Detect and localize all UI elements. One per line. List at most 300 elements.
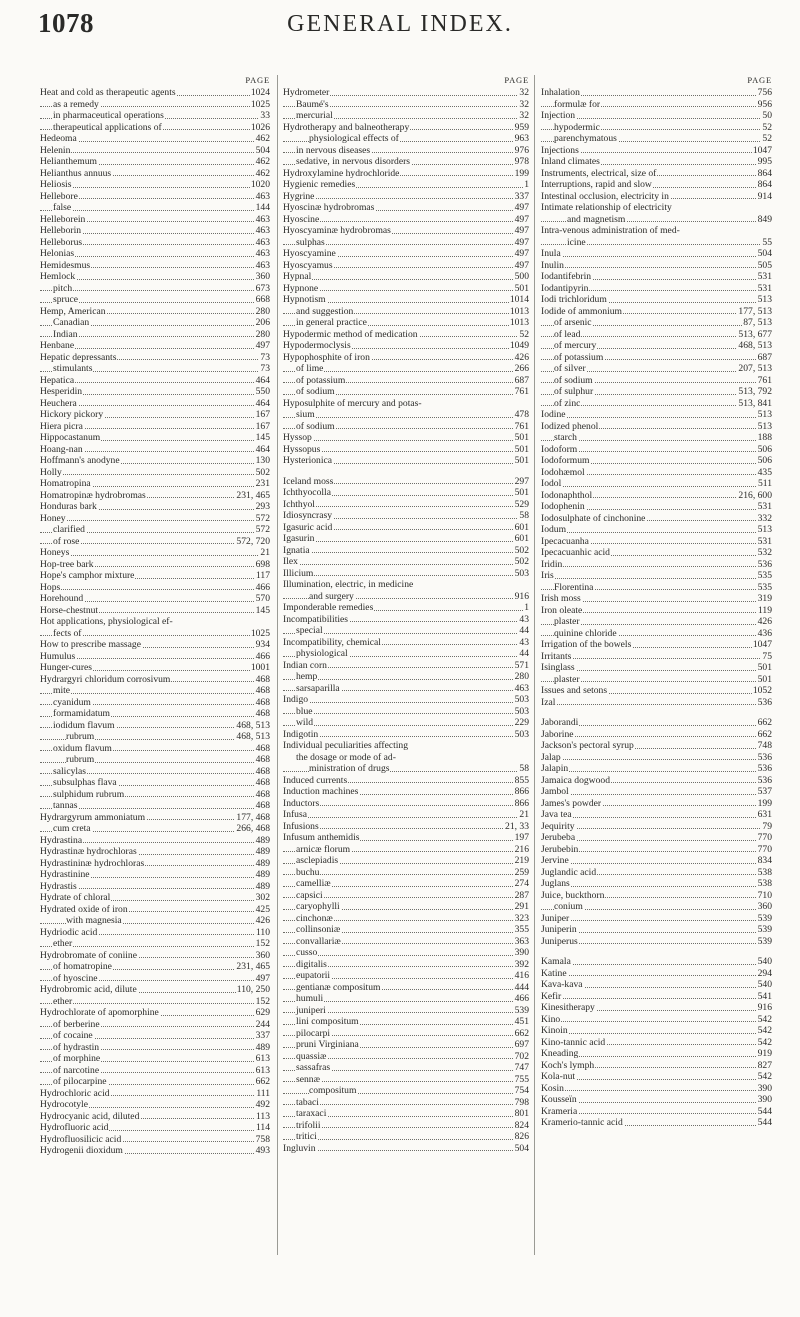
index-term: Ignatia — [283, 544, 310, 556]
page-reference: 978 — [514, 156, 529, 167]
page-reference: 540 — [757, 979, 772, 990]
page-reference: 710 — [757, 889, 772, 901]
index-entry — [283, 545, 529, 557]
index-entry — [40, 605, 270, 617]
index-entry — [541, 432, 772, 444]
page-reference: 332 — [757, 512, 772, 524]
index-term: Hydroxylamine hydrochloride — [283, 167, 400, 179]
page-reference: 631 — [757, 809, 772, 820]
index-entry — [541, 639, 772, 651]
page-reference: 489 — [255, 880, 270, 892]
index-entry — [40, 892, 270, 904]
index-term: Helianthemum — [40, 156, 98, 167]
index-term: of morphine — [53, 1053, 101, 1064]
index-term: of mercury — [554, 340, 597, 351]
index-entry — [541, 651, 772, 663]
page-reference: 111 — [256, 1087, 270, 1099]
page-reference: 392 — [514, 958, 529, 970]
index-entry — [283, 432, 529, 444]
dot-leader — [283, 955, 529, 956]
index-entry — [283, 87, 529, 99]
page-reference: 355 — [514, 924, 529, 935]
index-term: Jequirity — [541, 820, 575, 832]
index-term: Iodum — [541, 524, 567, 535]
page-reference: 502 — [514, 556, 529, 567]
index-entry — [541, 237, 772, 249]
page-reference: 117 — [255, 570, 270, 581]
page-reference: 1024 — [250, 87, 270, 98]
index-term: Iodine — [541, 409, 566, 420]
page-reference: 572, 720 — [236, 535, 270, 547]
index-entry — [40, 915, 270, 927]
page-reference: 539 — [757, 912, 772, 924]
index-term: Irrigation of the bowels — [541, 639, 632, 650]
index-term: ether — [53, 995, 73, 1007]
page-reference: 976 — [514, 144, 529, 156]
column-page-header: PAGE — [747, 75, 772, 85]
index-entry — [40, 697, 270, 709]
index-term: in pharmaceutical operations — [53, 110, 164, 121]
index-entry — [283, 740, 529, 752]
index-entry — [283, 706, 529, 718]
page-reference: 537 — [757, 786, 772, 797]
index-term: Iodonaphthol — [541, 489, 593, 501]
page-reference: 497 — [514, 236, 529, 248]
page-reference: 55 — [762, 236, 772, 248]
index-entry — [40, 490, 270, 502]
index-entry — [40, 1122, 270, 1134]
index-entry — [40, 1030, 270, 1042]
dot-leader — [541, 704, 772, 705]
page-reference: 501 — [514, 432, 529, 443]
index-term: and surgery — [309, 590, 354, 602]
index-term: wild — [296, 717, 314, 728]
index-term: gentianæ compositum — [296, 981, 381, 993]
index-term: Hop-tree bark — [40, 558, 94, 570]
index-term: Juniperin — [541, 924, 577, 935]
page-reference: 293 — [255, 501, 270, 512]
page-reference: 1025 — [250, 627, 270, 639]
page-reference: 539 — [757, 924, 772, 935]
page-reference: 497 — [514, 259, 529, 271]
dot-leader — [40, 555, 270, 556]
index-entry — [40, 800, 270, 812]
index-entry — [40, 432, 270, 444]
index-entry — [40, 812, 270, 824]
page-reference: 914 — [757, 190, 772, 202]
index-entry — [541, 616, 772, 628]
page-reference: 747 — [514, 1062, 529, 1073]
index-term: Hypodermoclysis — [283, 340, 351, 351]
page-reference: 199 — [514, 167, 529, 179]
dot-leader — [40, 152, 270, 153]
page-reference: 801 — [514, 1108, 529, 1119]
index-entry — [541, 685, 772, 697]
page-reference: 489 — [255, 869, 270, 880]
index-entry — [541, 398, 772, 410]
index-term: stimulants — [53, 363, 93, 374]
page-reference: 489 — [255, 1041, 270, 1053]
index-entry — [40, 927, 270, 939]
page-reference: 500 — [514, 271, 529, 282]
index-term: of sodium — [296, 386, 335, 397]
page-reference: 919 — [757, 1048, 772, 1059]
page-reference: 503 — [514, 728, 529, 740]
page-reference: 544 — [757, 1105, 772, 1117]
index-term: Hops — [40, 581, 61, 593]
index-term: Helleborus — [40, 236, 83, 248]
page-reference: 542 — [757, 1013, 772, 1025]
dot-leader — [541, 920, 772, 921]
index-entry — [541, 752, 772, 764]
index-term: Jaborine — [541, 728, 574, 740]
index-entry — [283, 901, 529, 913]
index-entry — [283, 556, 529, 568]
index-term: Honeys — [40, 547, 70, 558]
index-term: Hydrobromate of coniine — [40, 949, 137, 961]
page-reference: 866 — [514, 797, 529, 809]
page-reference: 216 — [514, 843, 529, 855]
page-reference: 32 — [519, 98, 529, 110]
index-term: Intestinal occlusion, electricity in — [541, 190, 669, 202]
index-term: Hemp, American — [40, 305, 106, 317]
dot-leader — [40, 946, 270, 947]
page-reference: 167 — [255, 409, 270, 420]
page-reference: 21, 33 — [505, 820, 529, 832]
page-reference: 698 — [255, 558, 270, 570]
page-reference: 761 — [514, 420, 529, 432]
page-reference: 834 — [757, 855, 772, 866]
index-term: sium — [296, 409, 315, 420]
index-entry — [40, 720, 270, 732]
index-entry — [541, 913, 772, 925]
index-term: Honduras bark — [40, 501, 97, 512]
index-entry — [541, 979, 772, 991]
index-entry — [40, 467, 270, 479]
index-entry — [541, 260, 772, 272]
index-term: Kefir — [541, 990, 562, 1002]
index-entry — [40, 674, 270, 686]
page-reference: 32 — [519, 110, 529, 121]
index-entry — [283, 1039, 529, 1051]
page-reference: 32 — [519, 87, 529, 98]
index-term: and magnetism — [567, 213, 626, 225]
dot-leader — [283, 1150, 529, 1151]
index-term: mite — [53, 685, 71, 696]
index-entry — [283, 625, 529, 637]
index-term: blue — [296, 705, 313, 717]
page-reference: 219 — [514, 855, 529, 866]
index-term: Kramerio-tannic acid — [541, 1117, 623, 1128]
page-reference: 259 — [514, 866, 529, 878]
page-reference: 493 — [255, 1145, 270, 1156]
index-entry — [40, 651, 270, 663]
page-reference: 535 — [757, 570, 772, 581]
index-entry — [541, 628, 772, 640]
index-term: Hydrotherapy and balneotherapy — [283, 121, 410, 133]
index-term: Interruptions, rapid and slow — [541, 179, 652, 190]
index-term: of potassium — [554, 351, 604, 363]
index-entry — [40, 225, 270, 237]
index-term: cusso — [296, 947, 318, 958]
index-term: cyanidum — [53, 696, 91, 708]
index-term: physiological — [296, 648, 348, 659]
index-entry — [541, 855, 772, 867]
page-reference: 798 — [514, 1096, 529, 1108]
page-reference: 855 — [514, 774, 529, 786]
index-term: and suggestion — [296, 305, 354, 317]
index-term: of zinc — [554, 397, 581, 409]
page-reference: 492 — [255, 1099, 270, 1110]
index-term: Hoffmann's anodyne — [40, 455, 120, 466]
dot-leader — [40, 474, 270, 475]
index-term: Hyoscyamus — [283, 259, 333, 271]
index-entry — [40, 938, 270, 950]
page-reference: 229 — [514, 717, 529, 728]
index-entry — [541, 1048, 772, 1060]
index-entry — [40, 1076, 270, 1088]
page-reference: 916 — [757, 1002, 772, 1013]
page-reference: 426 — [255, 915, 270, 926]
index-term: Heuchera — [40, 397, 77, 409]
index-entry — [541, 110, 772, 122]
index-entry — [541, 809, 772, 821]
page-reference: 425 — [255, 903, 270, 915]
index-entry — [283, 168, 529, 180]
index-entry — [283, 763, 529, 775]
page-reference: 864 — [757, 167, 772, 179]
page-reference: 601 — [514, 521, 529, 533]
page-reference: 497 — [514, 225, 529, 236]
index-entry — [283, 1108, 529, 1120]
index-term: of silver — [554, 363, 586, 374]
index-term: of sulphur — [554, 386, 594, 397]
index-term: of arsenic — [554, 317, 592, 328]
dot-leader — [541, 736, 772, 737]
index-term: sulphas — [296, 236, 325, 248]
index-term: Hyposulphite of mercury and potas- — [283, 397, 422, 409]
index-entry — [40, 754, 270, 766]
index-entry — [283, 913, 529, 925]
index-term: false — [53, 202, 72, 213]
index-entry — [283, 947, 529, 959]
index-entry — [541, 386, 772, 398]
index-entry — [283, 99, 529, 111]
page-reference: 504 — [514, 1142, 529, 1154]
page-reference: 824 — [514, 1119, 529, 1131]
index-term: Illicium — [283, 567, 314, 579]
page-reference: 531 — [757, 271, 772, 282]
index-term: digitalis — [296, 958, 327, 970]
index-term: salicylas — [53, 765, 87, 777]
index-term: Homatropinæ hydrobromas — [40, 489, 146, 501]
page-reference: 58 — [519, 763, 529, 774]
index-entry — [40, 122, 270, 134]
page-reference: 1047 — [752, 639, 772, 650]
index-term: Hydrate of chloral — [40, 892, 111, 903]
index-entry — [283, 717, 529, 729]
page-reference: 144 — [255, 202, 270, 213]
page-reference: 866 — [514, 786, 529, 797]
index-entry — [541, 306, 772, 318]
index-entry — [541, 1071, 772, 1083]
dot-leader — [541, 794, 772, 795]
index-entry — [541, 271, 772, 283]
page-reference: 416 — [514, 970, 529, 981]
index-entry — [283, 283, 529, 295]
index-entry — [541, 717, 772, 729]
page-reference: 550 — [255, 386, 270, 397]
page-reference: 463 — [255, 259, 270, 271]
index-entry — [541, 363, 772, 375]
index-entry — [283, 271, 529, 283]
index-term: Iodosulphate of cinchonine — [541, 512, 646, 524]
index-term: Imponderable remedies — [283, 602, 374, 613]
index-term: Induction machines — [283, 786, 359, 797]
index-term: of narcotine — [53, 1064, 100, 1076]
page-reference: 1047 — [752, 144, 772, 156]
index-term: Kinesitherapy — [541, 1002, 595, 1013]
index-entry — [541, 832, 772, 844]
dot-leader — [283, 279, 529, 280]
index-entry — [283, 1016, 529, 1028]
page-reference: 463 — [255, 190, 270, 202]
page-reference: 502 — [514, 544, 529, 556]
index-entry — [541, 179, 772, 191]
index-term: Inula — [541, 248, 561, 259]
dot-leader — [541, 975, 772, 976]
page-reference: 963 — [514, 133, 529, 144]
index-term: Hydrofluosilicic acid — [40, 1133, 122, 1145]
running-head: GENERAL INDEX. — [287, 11, 513, 37]
index-entry — [40, 1042, 270, 1054]
index-term: Jalapin — [541, 763, 569, 774]
index-entry — [283, 775, 529, 787]
index-entry — [541, 1094, 772, 1106]
page-reference: 462 — [255, 167, 270, 179]
page-reference: 119 — [757, 604, 772, 616]
index-term: Hydrastinine — [40, 869, 90, 880]
index-entry — [40, 639, 270, 651]
index-entry — [283, 855, 529, 867]
page-reference: 513, 677 — [738, 328, 772, 340]
index-term: Isinglass — [541, 662, 575, 673]
page-reference: 110 — [255, 926, 270, 938]
index-entry — [283, 202, 529, 214]
index-entry — [541, 740, 772, 752]
index-term: Holly — [40, 466, 62, 478]
page-reference: 113 — [255, 1110, 270, 1122]
index-entry — [40, 1088, 270, 1100]
page-reference: 761 — [757, 374, 772, 386]
index-entry — [541, 844, 772, 856]
index-term: Hypnone — [283, 282, 319, 294]
page-reference: 916 — [514, 590, 529, 602]
index-term: cum creta — [53, 823, 91, 834]
index-entry — [283, 329, 529, 341]
page-reference: 539 — [514, 1004, 529, 1016]
page-reference: 504 — [757, 248, 772, 259]
page-reference: 468, 513 — [738, 340, 772, 351]
index-term: Individual peculiarities affecting — [283, 740, 409, 751]
index-entry — [541, 878, 772, 890]
index-entry — [541, 501, 772, 513]
index-term: Ichthyocolla — [283, 487, 331, 498]
index-term: Hydrocyanic acid, diluted — [40, 1110, 140, 1122]
index-term: spruce — [53, 294, 79, 305]
page-reference: 360 — [757, 901, 772, 912]
index-entry — [40, 616, 270, 628]
page-reference: 280 — [255, 328, 270, 340]
index-entry — [283, 809, 529, 821]
page-reference: 1052 — [752, 685, 772, 696]
index-entry — [40, 179, 270, 191]
index-entry — [283, 306, 529, 318]
dot-leader — [283, 440, 529, 441]
page-reference: 152 — [255, 938, 270, 949]
index-term: Kava-kava — [541, 979, 583, 990]
dot-leader — [283, 290, 529, 291]
index-term: Hydrochloric acid — [40, 1087, 110, 1099]
index-entry — [40, 823, 270, 835]
index-term: of lead — [554, 328, 581, 340]
index-entry — [541, 375, 772, 387]
page-reference: 451 — [514, 1016, 529, 1027]
index-term: quassiæ — [296, 1050, 327, 1062]
index-entry — [283, 752, 529, 764]
index-entry — [541, 763, 772, 775]
index-entry — [283, 179, 529, 191]
index-term: Ipecacuanha — [541, 535, 589, 547]
index-term: Idiosyncrasy — [283, 510, 333, 521]
index-entry — [541, 99, 772, 111]
index-entry — [283, 683, 529, 695]
page-reference: 503 — [514, 694, 529, 705]
page-reference: 468 — [255, 754, 270, 765]
index-entry — [283, 694, 529, 706]
index-entry — [541, 1117, 772, 1129]
index-term: in nervous diseases — [296, 144, 371, 156]
index-term: sulphidum rubrum — [53, 788, 125, 800]
page-reference: 231, 465 — [236, 961, 270, 972]
page-reference: 662 — [757, 717, 772, 728]
dot-leader — [283, 1139, 529, 1140]
index-term: cinchonæ — [296, 912, 333, 924]
dot-leader — [541, 486, 772, 487]
page-reference: 390 — [757, 1082, 772, 1094]
dot-leader — [40, 693, 270, 694]
index-term: Hydrofluoric acid — [40, 1122, 109, 1133]
index-entry — [40, 237, 270, 249]
index-entry — [283, 340, 529, 352]
index-entry — [40, 582, 270, 594]
index-entry — [283, 476, 529, 488]
page-reference: 463 — [255, 225, 270, 236]
page-reference: 435 — [757, 466, 772, 478]
index-term: Heliosis — [40, 179, 72, 190]
page-reference: 468 — [255, 777, 270, 788]
page-reference: 529 — [514, 498, 529, 510]
page-reference: 50 — [762, 110, 772, 121]
index-entry — [541, 867, 772, 879]
index-term: Infusions — [283, 820, 319, 832]
index-entry — [40, 133, 270, 145]
index-entry — [40, 777, 270, 789]
dot-leader — [541, 964, 772, 965]
index-term: Hickory pickory — [40, 409, 104, 420]
index-entry — [541, 798, 772, 810]
index-term: plaster — [554, 673, 580, 685]
